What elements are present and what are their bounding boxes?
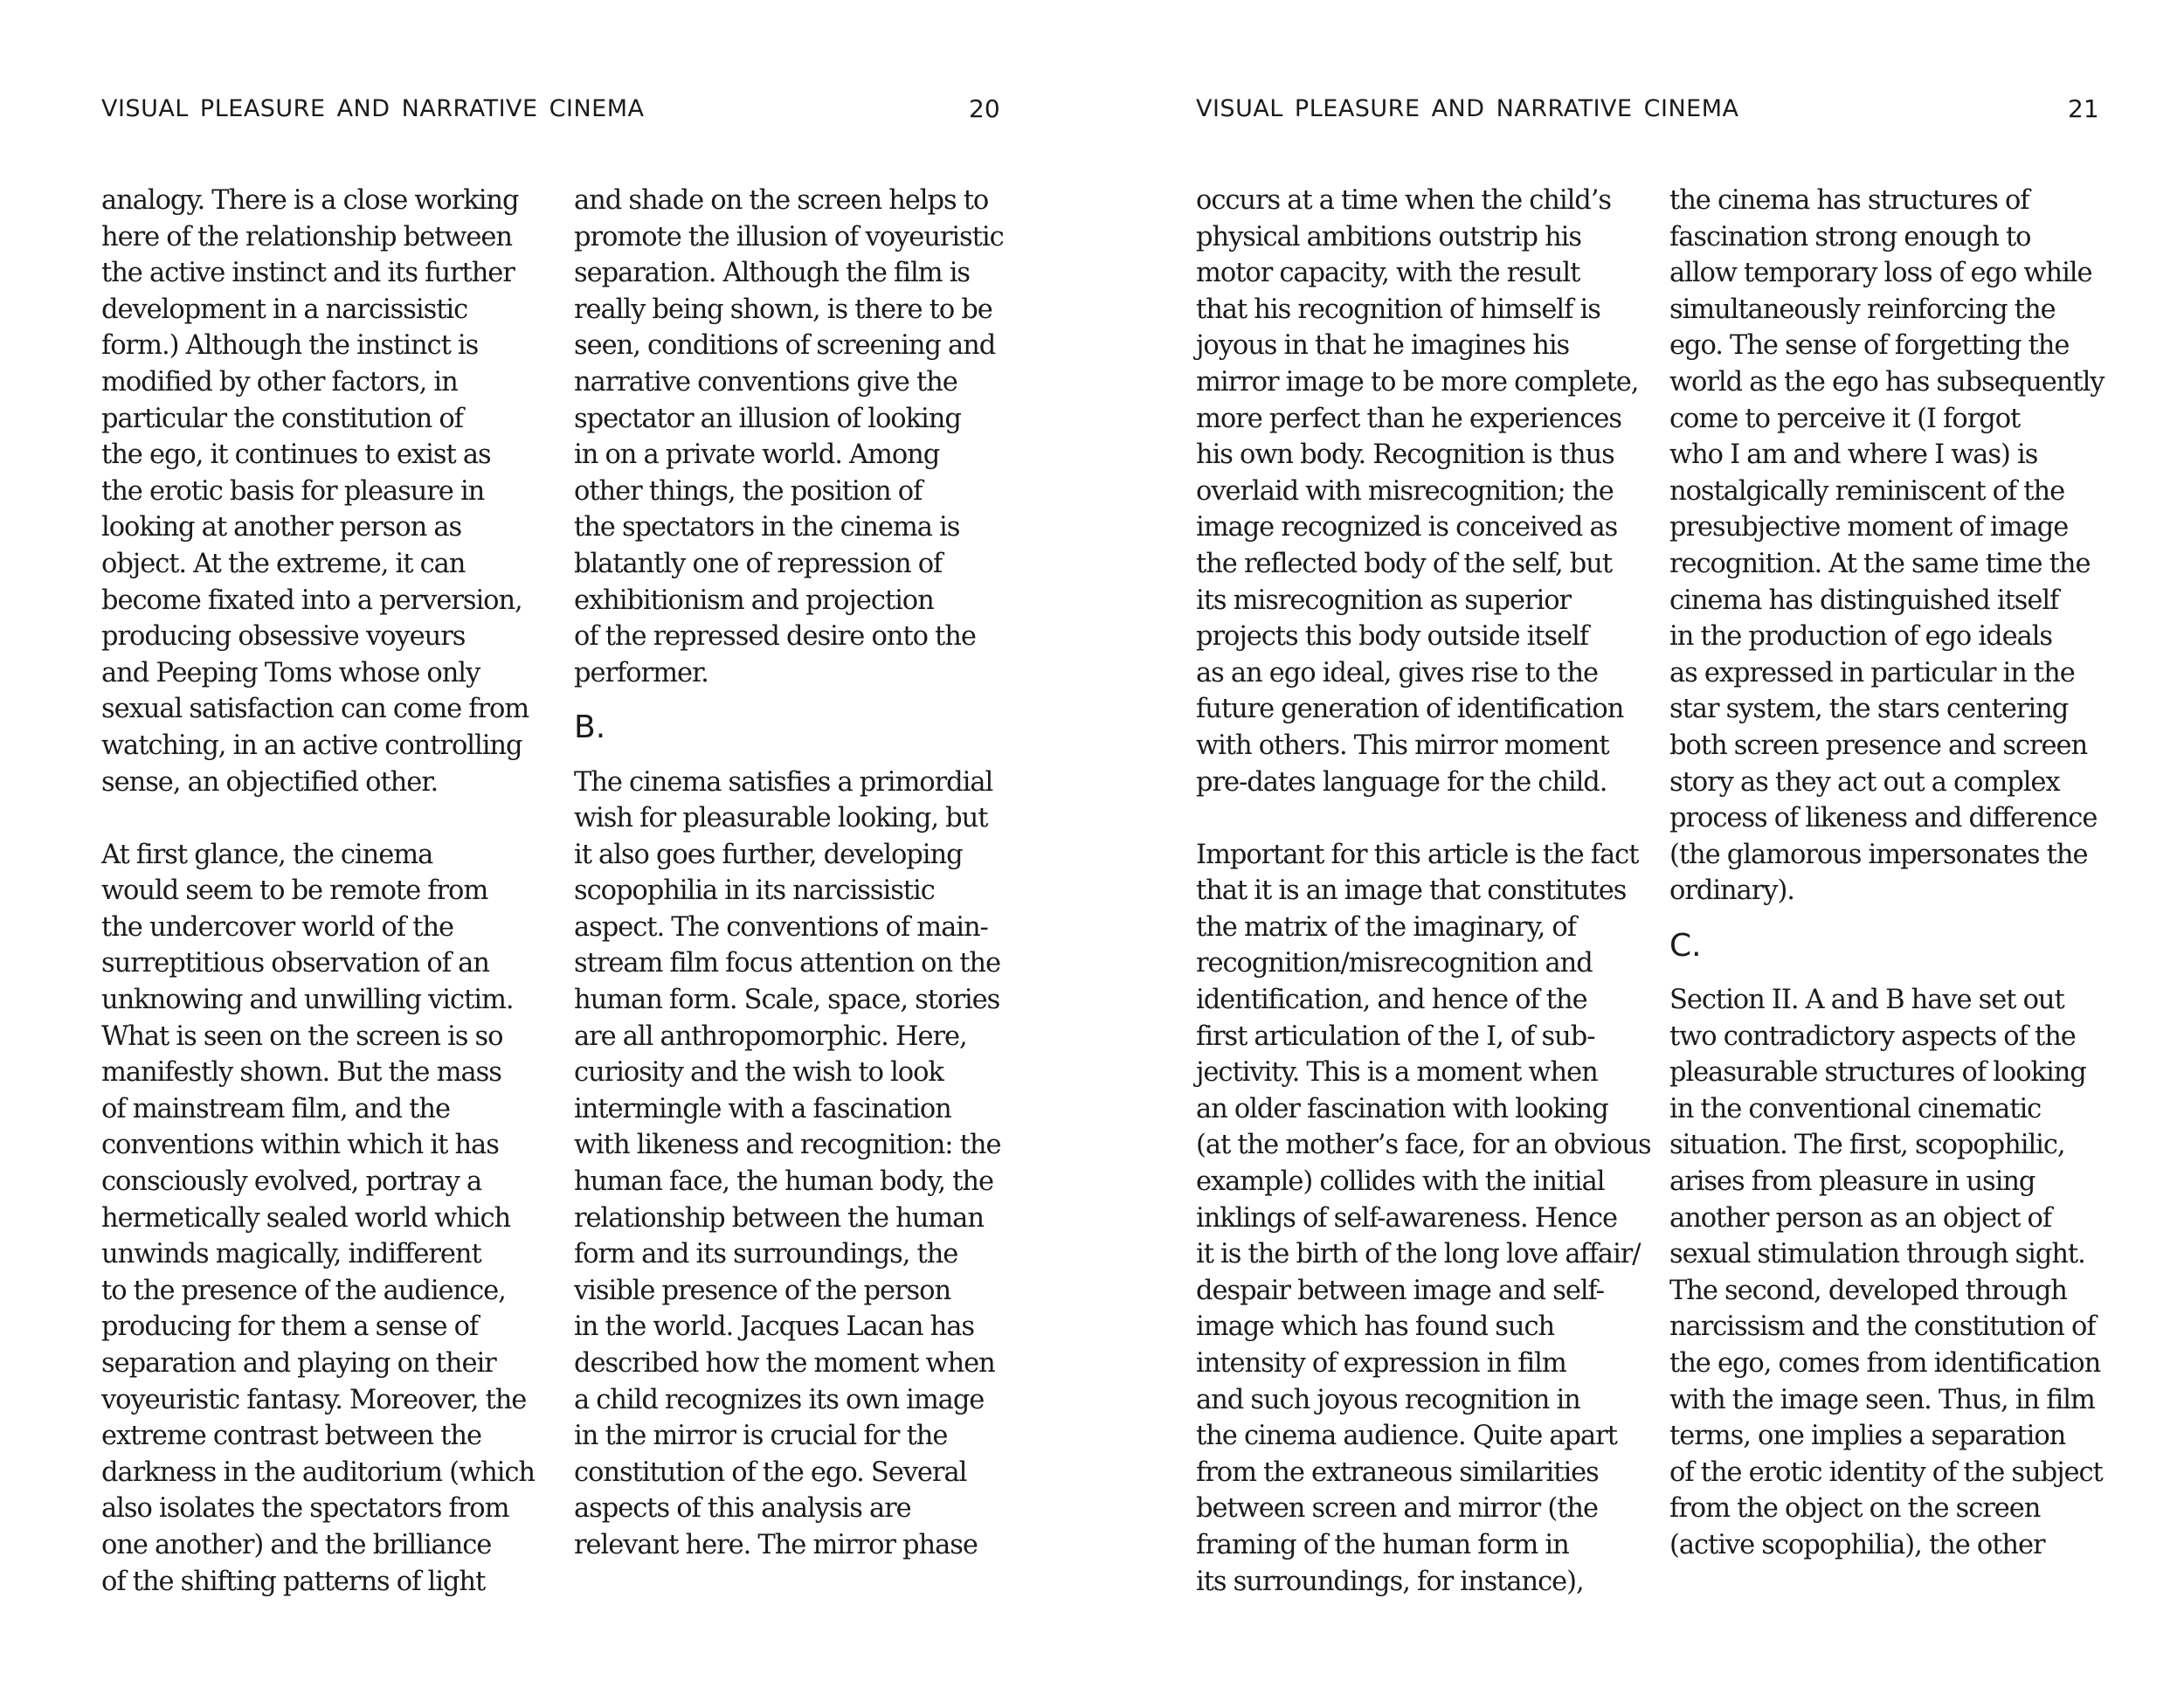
running-head: VISUAL PLEASURE AND NARRATIVE CINEMA	[1196, 95, 1739, 122]
text-line: the reflected body of the self, but	[1196, 548, 1613, 579]
section-heading: C.	[1669, 927, 1702, 964]
text-line: image which has found such	[1196, 1311, 1555, 1343]
text-line: world as the ego has subsequently	[1669, 366, 2105, 398]
text-line: constitution of the ego. Several	[574, 1456, 967, 1488]
text-line: two contradictory aspects of the	[1669, 1020, 2076, 1052]
paragraph	[1196, 183, 1659, 800]
text-line: seen, conditions of screening and	[574, 330, 996, 362]
text-line: sexual satisfaction can come from	[101, 694, 529, 725]
text-line: looking at another person as	[101, 512, 462, 543]
text-column-2	[574, 183, 1037, 1564]
text-line: watching, in an active controlling	[101, 730, 522, 761]
text-line: wish for pleasurable looking, but	[574, 803, 988, 834]
text-line: relevant here. The mirror phase	[574, 1529, 978, 1560]
text-line: more perfect than he experiences	[1196, 403, 1621, 434]
text-line: producing obsessive voyeurs	[101, 621, 466, 653]
text-line: overlaid with misrecognition; the	[1196, 475, 1614, 507]
text-line: conventions within which it has	[101, 1130, 499, 1161]
text-line: in the world. Jacques Lacan has	[574, 1311, 974, 1343]
text-line: with likeness and recognition: the	[574, 1130, 1001, 1161]
text-line: the erotic basis for pleasure in	[101, 475, 485, 507]
text-line: unwinds magically, indifferent	[101, 1239, 481, 1270]
text-line: aspects of this analysis are	[574, 1493, 911, 1525]
text-line: visible presence of the person	[574, 1275, 951, 1306]
text-line: from the extraneous similarities	[1196, 1456, 1599, 1488]
text-line: and Peeping Toms whose only	[101, 657, 480, 688]
text-line: recognition. At the same time the	[1669, 548, 2091, 579]
paragraph	[101, 837, 564, 1600]
text-line: one another) and the brilliance	[101, 1529, 492, 1560]
text-line: in the mirror is crucial for the	[574, 1421, 948, 1452]
text-line: other things, the position of	[574, 475, 923, 507]
text-line: in on a private world. Among	[574, 439, 940, 471]
text-line: surreptitious observation of an	[101, 948, 489, 979]
text-line: of mainstream film, and the	[101, 1093, 450, 1124]
text-line: analogy. There is a close working	[101, 185, 519, 216]
text-line: hermetically sealed world which	[101, 1202, 511, 1234]
text-line: particular the constitution of	[101, 403, 463, 434]
text-line: blatantly one of repression of	[574, 548, 943, 579]
text-line: projects this body outside itself	[1196, 621, 1589, 653]
text-line: jectivity. This is a moment when	[1196, 1057, 1598, 1089]
text-line: joyous in that he imagines his	[1196, 330, 1570, 362]
text-line: nostalgically reminiscent of the	[1669, 475, 2065, 507]
text-line: identification, and hence of the	[1196, 985, 1587, 1016]
text-line: producing for them a sense of	[101, 1311, 479, 1343]
page-number: 21	[2068, 94, 2099, 123]
text-line: motor capacity, with the result	[1196, 258, 1580, 289]
text-line: development in a narcissistic	[101, 294, 468, 325]
text-line: intensity of expression in film	[1196, 1348, 1566, 1379]
text-line: (the glamorous impersonates the	[1669, 839, 2088, 870]
text-line: the matrix of the imaginary, of	[1196, 911, 1576, 943]
text-line: of the erotic identity of the subject	[1669, 1456, 2103, 1488]
text-line: first articulation of the I, of sub-	[1196, 1020, 1595, 1052]
text-column-1	[101, 183, 564, 1600]
text-line: despair between image and self-	[1196, 1275, 1604, 1306]
text-line: sexual stimulation through sight.	[1669, 1239, 2085, 1270]
text-line: who I am and where I was) is	[1669, 439, 2038, 471]
text-line: in the production of ego ideals	[1669, 621, 2053, 653]
text-line: the cinema audience. Quite apart	[1196, 1421, 1617, 1452]
text-line: (at the mother’s face, for an obvious	[1196, 1130, 1651, 1161]
text-line: Section II. A and B have set out	[1669, 985, 2064, 1016]
text-line: inklings of self-awareness. Hence	[1196, 1202, 1617, 1234]
right-page	[1092, 0, 2184, 1688]
text-line: the undercover world of the	[101, 911, 454, 943]
text-line: come to perceive it (I forgot	[1669, 403, 2021, 434]
text-line: promote the illusion of voyeuristic	[574, 221, 1004, 253]
paragraph	[1196, 837, 1659, 1600]
text-line: future generation of identification	[1196, 694, 1624, 725]
text-line: unknowing and unwilling victim.	[101, 985, 514, 1016]
text-line: between screen and mirror (the	[1196, 1493, 1598, 1525]
text-line: pre-dates language for the child.	[1196, 766, 1607, 798]
text-line: an older fascination with looking	[1196, 1093, 1608, 1124]
paragraph	[574, 183, 1037, 691]
text-line: of the repressed desire onto the	[574, 621, 976, 653]
text-line: human face, the human body, the	[574, 1166, 993, 1198]
paragraph	[101, 183, 564, 800]
text-line: here of the relationship between	[101, 221, 512, 253]
text-line: Important for this article is the fact	[1196, 839, 1639, 870]
text-line: The second, developed through	[1669, 1275, 2067, 1306]
text-line: cinema has distinguished itself	[1669, 585, 2059, 616]
text-line: The cinema satisfies a primordial	[574, 766, 993, 798]
text-line: are all anthropomorphic. Here,	[574, 1020, 967, 1052]
text-line: would seem to be remote from	[101, 875, 488, 907]
text-line: with the image seen. Thus, in film	[1669, 1384, 2095, 1415]
text-line: its misrecognition as superior	[1196, 585, 1572, 616]
text-line: separation. Although the film is	[574, 258, 970, 289]
text-line: pleasurable structures of looking	[1669, 1057, 2086, 1089]
text-line: arises from pleasure in using	[1669, 1166, 2035, 1198]
text-line: curiosity and the wish to look	[574, 1057, 943, 1089]
text-line: become fixated into a perversion,	[101, 585, 522, 616]
paragraph	[1669, 982, 2132, 1564]
running-head: VISUAL PLEASURE AND NARRATIVE CINEMA	[101, 95, 645, 122]
text-line: presubjective moment of image	[1669, 512, 2069, 543]
text-line: both screen presence and screen	[1669, 730, 2088, 761]
text-column-1	[1196, 183, 1659, 1600]
text-line: and shade on the screen helps to	[574, 185, 989, 216]
text-line: human form. Scale, space, stories	[574, 985, 1000, 1016]
text-line: ordinary).	[1669, 875, 1794, 907]
text-line: image recognized is conceived as	[1196, 512, 1618, 543]
text-line: and such joyous recognition in	[1196, 1384, 1580, 1415]
paragraph-gap	[1196, 800, 1659, 837]
text-line: manifestly shown. But the mass	[101, 1057, 501, 1089]
paragraph	[574, 764, 1037, 1564]
text-line: in the conventional cinematic	[1669, 1093, 2042, 1124]
text-line: performer.	[574, 657, 708, 688]
text-line: exhibitionism and projection	[574, 585, 934, 616]
text-line: that his recognition of himself is	[1196, 294, 1600, 325]
text-line: fascination strong enough to	[1669, 221, 2031, 253]
text-line: narcissism and the constitution of	[1669, 1311, 2096, 1343]
text-line: relationship between the human	[574, 1202, 984, 1234]
text-line: mirror image to be more complete,	[1196, 366, 1639, 398]
text-column-2	[1669, 183, 2132, 1564]
text-line: separation and playing on their	[101, 1348, 496, 1379]
text-line: process of likeness and difference	[1669, 803, 2098, 834]
text-line: that it is an image that constitutes	[1196, 875, 1627, 907]
text-line: form.) Although the instinct is	[101, 330, 479, 362]
text-line: the ego, comes from identification	[1669, 1348, 2101, 1379]
section-heading: B.	[574, 709, 606, 746]
text-line: form and its surroundings, the	[574, 1239, 958, 1270]
text-line: modified by other factors, in	[101, 366, 458, 398]
text-line: from the object on the screen	[1669, 1493, 2041, 1525]
text-line: recognition/misrecognition and	[1196, 948, 1593, 979]
text-line: also isolates the spectators from	[101, 1493, 509, 1525]
text-line: the active instinct and its further	[101, 258, 515, 289]
text-line: the spectators in the cinema is	[574, 512, 960, 543]
text-line: his own body. Recognition is thus	[1196, 439, 1614, 471]
text-line: of the shifting patterns of light	[101, 1566, 486, 1597]
text-line: framing of the human form in	[1196, 1529, 1569, 1560]
text-line: example) collides with the initial	[1196, 1166, 1605, 1198]
text-line: the cinema has structures of	[1669, 185, 2029, 216]
text-line: At first glance, the cinema	[101, 839, 433, 870]
text-line: physical ambitions outstrip his	[1196, 221, 1581, 253]
text-line: star system, the stars centering	[1669, 694, 2069, 725]
text-line: intermingle with a fascination	[574, 1093, 951, 1124]
text-line: extreme contrast between the	[101, 1421, 481, 1452]
text-line: situation. The first, scopophilic,	[1669, 1130, 2065, 1161]
page-number: 20	[969, 94, 1000, 123]
text-line: darkness in the auditorium (which	[101, 1456, 535, 1488]
text-line: occurs at a time when the child’s	[1196, 185, 1612, 216]
paragraph-gap	[101, 800, 564, 837]
text-line: (active scopophilia), the other	[1669, 1529, 2045, 1560]
text-line: the ego, it continues to exist as	[101, 439, 491, 471]
text-line: ego. The sense of forgetting the	[1669, 330, 2070, 362]
text-line: voyeuristic fantasy. Moreover, the	[101, 1384, 527, 1415]
text-line: as expressed in particular in the	[1669, 657, 2075, 688]
text-line: with others. This mirror moment	[1196, 730, 1609, 761]
text-line: really being shown, is there to be	[574, 294, 992, 325]
text-line: stream film focus attention on the	[574, 948, 1001, 979]
text-line: allow temporary loss of ego while	[1669, 258, 2092, 289]
text-line: as an ego ideal, gives rise to the	[1196, 657, 1599, 688]
text-line: spectator an illusion of looking	[574, 403, 961, 434]
text-line: simultaneously reinforcing the	[1669, 294, 2056, 325]
text-line: described how the moment when	[574, 1348, 995, 1379]
text-line: consciously evolved, portray a	[101, 1166, 482, 1198]
text-line: sense, an objectified other.	[101, 766, 439, 798]
text-line: its surroundings, for instance),	[1196, 1566, 1584, 1597]
paragraph	[1669, 183, 2132, 910]
text-line: What is seen on the screen is so	[101, 1020, 503, 1052]
text-line: a child recognizes its own image	[574, 1384, 985, 1415]
text-line: scopophilia in its narcissistic	[574, 875, 935, 907]
text-line: aspect. The conventions of main-	[574, 911, 988, 943]
text-line: another person as an object of	[1669, 1202, 2052, 1234]
text-line: it is the birth of the long love affair/	[1196, 1239, 1641, 1270]
text-line: story as they act out a complex	[1669, 766, 2060, 798]
text-line: narrative conventions give the	[574, 366, 957, 398]
text-line: object. At the extreme, it can	[101, 548, 466, 579]
text-line: to the presence of the audience,	[101, 1275, 506, 1306]
text-line: terms, one implies a separation	[1669, 1421, 2066, 1452]
text-line: it also goes further, developing	[574, 839, 963, 870]
